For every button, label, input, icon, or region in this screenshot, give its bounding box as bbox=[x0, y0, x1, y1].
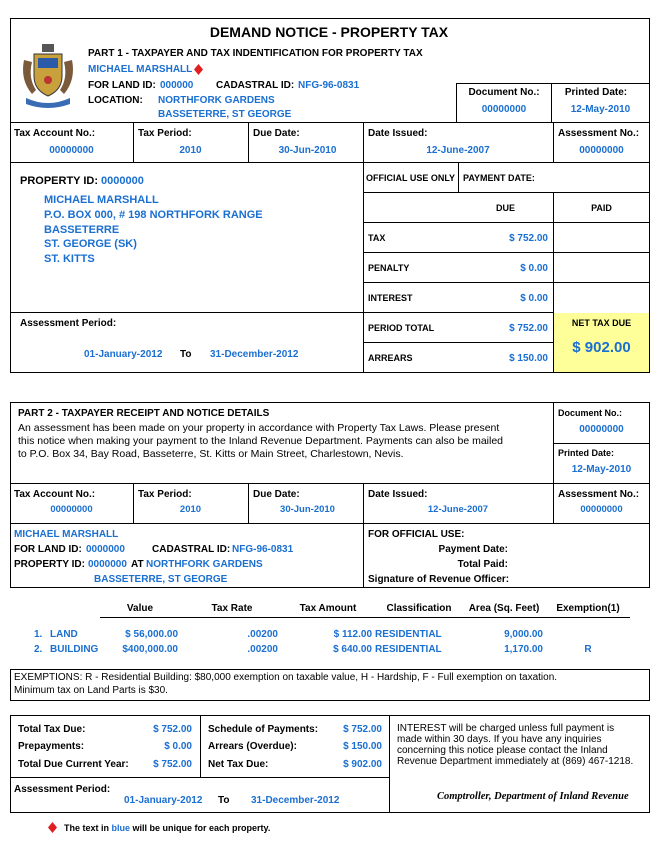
val-row-rate: .00200 bbox=[247, 629, 278, 640]
for-official-use-label: FOR OFFICIAL USE: bbox=[368, 529, 465, 540]
owner2-name: MICHAEL MARSHALL bbox=[14, 529, 119, 540]
tax-account-label: Tax Account No.: bbox=[14, 128, 96, 139]
location-line2: BASSETERRE, ST GEORGE bbox=[158, 109, 292, 120]
part2-doc-no-value: 00000000 bbox=[579, 424, 624, 435]
r2-assessment-no-value: 00000000 bbox=[580, 504, 623, 515]
location-line1: NORTHFORK GARDENS bbox=[158, 95, 275, 106]
val-row-rate: .00200 bbox=[247, 644, 278, 655]
address-line-4: ST. GEORGE (SK) bbox=[44, 238, 137, 250]
footer-note bbox=[64, 823, 270, 833]
part2-doc-no-label: Document No.: bbox=[558, 408, 622, 418]
arrears-overdue-label: Arrears (Overdue): bbox=[208, 741, 297, 752]
exemptions-line1: EXEMPTIONS: R - Residential Building: $80,000 exemption on taxable value, H - Hardship, F - Full exemption on taxation. bbox=[14, 672, 558, 683]
total-tax-due-value: $ 752.00 bbox=[153, 724, 192, 735]
val-header-value: Value bbox=[126, 603, 154, 614]
property-id-value: 0000000 bbox=[101, 175, 144, 187]
tax-row-label: TAX bbox=[368, 233, 386, 243]
total-paid-label: Total Paid: bbox=[457, 559, 508, 570]
due-date-label: Due Date: bbox=[253, 128, 300, 139]
val-row-amount: $ 112.00 bbox=[333, 629, 372, 640]
date-issued-label: Date Issued: bbox=[368, 128, 428, 139]
val-row-num: 2. bbox=[34, 644, 43, 655]
owner2-land-label: FOR LAND ID: bbox=[14, 544, 82, 555]
period-total-due: $ 752.00 bbox=[509, 323, 548, 334]
schedule-value: $ 752.00 bbox=[343, 724, 382, 735]
owner2-property-label: PROPERTY ID: bbox=[14, 559, 85, 570]
total-tax-due-label: Total Tax Due: bbox=[18, 724, 86, 735]
val-header-rate: Tax Rate bbox=[211, 603, 253, 614]
owner2-location2: BASSETERRE, ST GEORGE bbox=[94, 574, 228, 585]
footer-note-blue: blue bbox=[111, 823, 131, 833]
val-row-value: $400,000.00 bbox=[122, 644, 178, 655]
address-line-1: MICHAEL MARSHALL bbox=[44, 194, 159, 206]
owner2-cadastral-value: NFG-96-0831 bbox=[232, 544, 294, 555]
interest-note-line2: made within 30 days. If you have any inquiries bbox=[397, 734, 602, 745]
val-row-area: 9,000.00 bbox=[504, 629, 543, 640]
r2-due-date-value: 30-Jun-2010 bbox=[280, 504, 335, 515]
penalty-row-due: $ 0.00 bbox=[520, 263, 548, 274]
arrears-overdue-value: $ 150.00 bbox=[343, 741, 382, 752]
owner-name: MICHAEL MARSHALL bbox=[88, 64, 193, 75]
footer-period-to: 31-December-2012 bbox=[251, 795, 340, 806]
address-line-2: P.O. BOX 000, # 198 NORTHFORK RANGE bbox=[44, 209, 263, 221]
official-use-label: OFFICIAL USE ONLY bbox=[366, 173, 456, 183]
address-line-3: BASSETERRE bbox=[44, 224, 120, 236]
due-header: DUE bbox=[495, 203, 515, 213]
printed-date-value: 12-May-2010 bbox=[570, 104, 631, 115]
exemptions-line2: Minimum tax on Land Parts is $30. bbox=[14, 685, 168, 696]
r2-assessment-no-label: Assessment No.: bbox=[558, 489, 640, 500]
location-label: LOCATION: bbox=[88, 95, 143, 106]
net-tax-due-value: $ 902.00 bbox=[572, 339, 631, 356]
diamond-icon bbox=[194, 64, 203, 73]
part2-text-line1: An assessment has been made on your property in accordance with Property Tax Laws. Please present bbox=[18, 422, 500, 434]
r2-due-date-label: Due Date: bbox=[253, 489, 300, 500]
owner2-property-value: 0000000 bbox=[88, 559, 127, 570]
owner2-at: AT bbox=[131, 559, 144, 570]
footer-period-from: 01-January-2012 bbox=[124, 795, 203, 806]
net-tax-due-label: NET TAX DUE bbox=[571, 318, 632, 328]
interest-row-due: $ 0.00 bbox=[520, 293, 548, 304]
val-header-class: Classification bbox=[386, 603, 452, 614]
diamond-icon bbox=[48, 822, 57, 833]
printed-date-label: Printed Date: bbox=[564, 87, 628, 98]
part2-printed-value: 12-May-2010 bbox=[571, 464, 632, 475]
tax-period-label: Tax Period: bbox=[138, 128, 192, 139]
doc-no-label: Document No.: bbox=[468, 87, 540, 98]
interest-row-label: INTEREST bbox=[368, 293, 413, 303]
payment-date-field-label: Payment Date: bbox=[438, 544, 508, 555]
val-header-amount: Tax Amount bbox=[299, 603, 357, 614]
assessment-period-to: 31-December-2012 bbox=[210, 349, 299, 360]
total-current-value: $ 752.00 bbox=[153, 759, 192, 770]
total-current-label: Total Due Current Year: bbox=[18, 759, 129, 770]
owner2-land-value: 0000000 bbox=[86, 544, 125, 555]
val-row-exemption: R bbox=[584, 644, 592, 655]
assessment-period-label: Assessment Period: bbox=[20, 318, 117, 329]
page-title: DEMAND NOTICE - PROPERTY TAX bbox=[209, 24, 449, 40]
due-date-value: 30-Jun-2010 bbox=[278, 145, 337, 156]
arrears-due: $ 150.00 bbox=[509, 353, 548, 364]
coat-of-arms-icon bbox=[16, 40, 80, 112]
period-total-label: PERIOD TOTAL bbox=[368, 323, 435, 333]
land-id-value: 000000 bbox=[160, 80, 194, 91]
r2-date-issued-value: 12-June-2007 bbox=[427, 504, 489, 515]
val-row-value: $ 56,000.00 bbox=[125, 629, 178, 640]
doc-no-value: 00000000 bbox=[481, 104, 527, 115]
net-tax-label: Net Tax Due: bbox=[208, 759, 269, 770]
r2-date-issued-label: Date Issued: bbox=[368, 489, 428, 500]
r2-tax-account-label: Tax Account No.: bbox=[14, 489, 96, 500]
assessment-period-from: 01-January-2012 bbox=[84, 349, 163, 360]
r2-tax-period-value: 2010 bbox=[179, 504, 202, 515]
property-id-label: PROPERTY ID: bbox=[20, 175, 99, 187]
val-header-area: Area (Sq. Feet) bbox=[468, 603, 540, 614]
footer-period-label: Assessment Period: bbox=[14, 784, 111, 795]
address-line-5: ST. KITTS bbox=[44, 253, 95, 265]
net-tax-value: $ 902.00 bbox=[343, 759, 382, 770]
owner2-cadastral-label: CADASTRAL ID: bbox=[152, 544, 231, 555]
land-id-label: FOR LAND ID: bbox=[88, 80, 156, 91]
interest-note-line3: concerning this notice please contact the Inland bbox=[397, 745, 608, 756]
val-row-area: 1,170.00 bbox=[504, 644, 543, 655]
tax-period-value: 2010 bbox=[179, 145, 202, 156]
arrears-label: ARREARS bbox=[368, 353, 413, 363]
cadastral-value: NFG-96-0831 bbox=[298, 80, 360, 91]
interest-note-line4: Revenue Department immediately at (869) 467-1218. bbox=[397, 756, 634, 767]
footer-note-b: will be unique for each property. bbox=[130, 823, 271, 833]
part2-text-line3: to P.O. Box 34, Bay Road, Basseterre, St. Kitts or Main Street, Charlestown, Nevis. bbox=[18, 448, 404, 460]
val-header-exemption: Exemption(1) bbox=[556, 603, 620, 614]
tax-row-due: $ 752.00 bbox=[509, 233, 548, 244]
part2-text-line2: this notice when making your payment to the Inland Revenue Department. Payments can also be mailed bbox=[18, 435, 504, 447]
val-row-name: BUILDING bbox=[50, 644, 99, 655]
assessment-no-label: Assessment No.: bbox=[558, 128, 640, 139]
r2-tax-account-value: 00000000 bbox=[50, 504, 93, 515]
footer-note-a: The text in bbox=[64, 823, 112, 833]
schedule-label: Schedule of Payments: bbox=[208, 724, 319, 735]
val-row-class: RESIDENTIAL bbox=[375, 629, 442, 640]
part1-heading: PART 1 - TAXPAYER AND TAX INDENTIFICATION FOR PROPERTY TAX bbox=[88, 48, 423, 59]
assessment-period-to-word: To bbox=[180, 349, 192, 360]
val-row-class: RESIDENTIAL bbox=[375, 644, 442, 655]
date-issued-value: 12-June-2007 bbox=[426, 145, 490, 156]
tax-account-value: 00000000 bbox=[49, 145, 94, 156]
owner2-location1: NORTHFORK GARDENS bbox=[146, 559, 263, 570]
part2-heading: PART 2 - TAXPAYER RECEIPT AND NOTICE DETAILS bbox=[18, 408, 270, 419]
signature-label: Signature of Revenue Officer: bbox=[368, 574, 510, 585]
cadastral-label: CADASTRAL ID: bbox=[216, 80, 295, 91]
part2-printed-label: Printed Date: bbox=[558, 448, 615, 458]
val-row-amount: $ 640.00 bbox=[333, 644, 372, 655]
assessment-no-value: 00000000 bbox=[579, 145, 624, 156]
footer-period-to-word: To bbox=[218, 795, 230, 806]
val-row-name: LAND bbox=[50, 629, 78, 640]
prepayments-value: $ 0.00 bbox=[164, 741, 192, 752]
paid-header: PAID bbox=[591, 203, 612, 213]
comptroller-signature: Comptroller, Department of Inland Revenue bbox=[437, 791, 629, 802]
interest-note-line1: INTEREST will be charged unless full payment is bbox=[397, 723, 615, 734]
penalty-row-label: PENALTY bbox=[368, 263, 410, 273]
prepayments-label: Prepayments: bbox=[18, 741, 85, 752]
r2-tax-period-label: Tax Period: bbox=[138, 489, 192, 500]
payment-date-label: PAYMENT DATE: bbox=[463, 173, 535, 183]
val-row-num: 1. bbox=[34, 629, 43, 640]
